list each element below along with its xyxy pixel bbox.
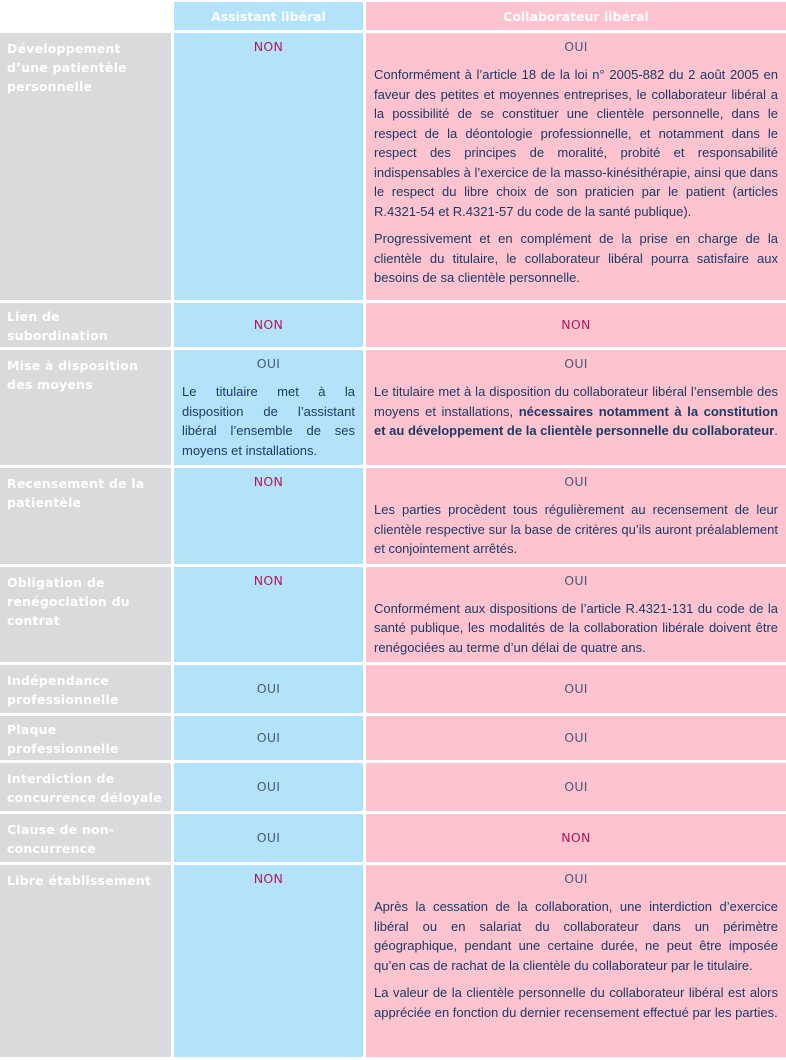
- table-row: [0, 303, 786, 347]
- detail-paragraph: Le titulaire met à la disposition de l’assistant libéral l’ensemble de ses moyens et installations.: [182, 384, 355, 458]
- answer-badge: NON: [561, 830, 591, 845]
- assistant-cell: [174, 33, 363, 300]
- answer-badge: OUI: [564, 779, 588, 794]
- answer-badge: OUI: [564, 572, 588, 588]
- answer-badge: OUI: [564, 730, 588, 745]
- table-row: [0, 763, 786, 811]
- header-collaborateur: Collaborateur libéral: [366, 2, 786, 30]
- header-row: [0, 2, 786, 30]
- table-row: [0, 716, 786, 760]
- assistant-cell: [174, 716, 363, 760]
- collaborateur-cell: [366, 468, 786, 564]
- header-blank-cell: [0, 2, 171, 30]
- assistant-cell: [174, 763, 363, 811]
- table-row: [0, 865, 786, 1057]
- collaborateur-cell: [366, 350, 786, 465]
- detail-text: .: [774, 423, 778, 438]
- answer-badge: NON: [253, 572, 284, 588]
- collaborateur-cell: [366, 303, 786, 347]
- table-row: [0, 33, 786, 300]
- detail-paragraph: Progressivement et en complément de la prise en charge de la clientèle du titulaire, le collaborateur libéral pourra satisfaire aux besoins de sa clientèle personnelle.: [374, 231, 778, 285]
- answer-badge: OUI: [564, 356, 588, 371]
- answer-badge: OUI: [256, 356, 281, 371]
- row-label: Interdiction de concurrence déloyale: [0, 763, 171, 811]
- assistant-cell: [174, 567, 363, 663]
- answer-badge: NON: [561, 317, 591, 332]
- collaborateur-cell: [366, 763, 786, 811]
- answer-badge: OUI: [256, 681, 281, 696]
- detail-paragraph: Conformément aux dispositions de l’article R.4321-131 du code de la santé publique, les modalités de la collaboration libérale doivent être renégociées au terme d’un délai de quatre ans.: [374, 600, 778, 655]
- answer-badge: OUI: [256, 779, 281, 794]
- row-label: Libre établissement: [0, 865, 171, 1057]
- answer-badge: NON: [253, 474, 284, 489]
- answer-badge: NON: [253, 871, 284, 886]
- collaborateur-cell: [366, 567, 786, 663]
- answer-badge: OUI: [564, 871, 588, 886]
- table-row: [0, 665, 786, 713]
- row-label: Obligation de renégociation du contrat: [0, 567, 171, 663]
- answer-badge: OUI: [256, 730, 281, 745]
- detail-paragraph: Conformément à l’article 18 de la loi n° 2005-882 du 2 août 2005 en faveur des petites et moyennes entreprises, le collaborateur libéral a la possibilité de se constituer une clientèle personnelle, dans le respect de la déontologie professionnelle, et notamment dans le respect des principes de moralité, probité et responsabilité indispensables à l’exercice de la masso-kinésithérapie, ainsi que dans le respect du libre choix de son praticien par le patient (articles R.4321-54 et R.4321-57 du code de la santé publique).: [374, 67, 778, 219]
- header-assistant: Assistant libéral: [174, 2, 363, 30]
- row-label: Plaque professionnelle: [0, 716, 171, 760]
- row-label: Clause de non-concurrence: [0, 814, 171, 862]
- detail-paragraph: La valeur de la clientèle personnelle du collaborateur libéral est alors appréciée en fonction du dernier recensement effectué par les parties.: [374, 985, 778, 1020]
- row-label: Indépendance professionnelle: [0, 665, 171, 713]
- assistant-cell: [174, 468, 363, 564]
- detail-text: Le titulaire met à la disposition du collaborateur libéral l’ensemble des moyens et installations,: [374, 384, 778, 419]
- table-row: [0, 814, 786, 862]
- answer-badge: OUI: [564, 474, 588, 489]
- detail-paragraph: Les parties procèdent tous régulièrement au recensement de leur clientèle respective sur la base de critères qu’ils auront préalablement et conjointement arrêtés.: [374, 502, 778, 556]
- table-row: [0, 567, 786, 663]
- row-label: Développement d’une patientèle personnelle: [0, 33, 171, 300]
- answer-badge: NON: [253, 39, 284, 54]
- row-label: Mise à disposition des moyens: [0, 350, 171, 465]
- collaborateur-cell: [366, 665, 786, 713]
- collaborateur-cell: [366, 865, 786, 1057]
- detail-paragraph: [374, 382, 778, 441]
- row-label: Recensement de la patientèle: [0, 468, 171, 564]
- assistant-cell: [174, 303, 363, 347]
- assistant-cell: [174, 865, 363, 1057]
- table-row: [0, 350, 786, 465]
- answer-badge: OUI: [564, 39, 588, 54]
- answer-badge: NON: [253, 317, 284, 332]
- detail-bold-text: nécessaires notamment à la constitution et au développement de la clientèle personnelle du collaborateur: [374, 403, 779, 438]
- collaborateur-cell: [366, 716, 786, 760]
- assistant-cell: [174, 814, 363, 862]
- assistant-cell: [174, 665, 363, 713]
- answer-badge: OUI: [256, 830, 281, 845]
- detail-paragraph: Après la cessation de la collaboration, une interdiction d’exercice libéral ou en salariat du collaborateur dans un périmètre géographique, pendant une certaine durée, ne peut être imposée qu’en cas de rachat de la clientèle du collaborateur par le titulaire.: [374, 899, 778, 973]
- row-label: Lien de subordination: [0, 303, 171, 347]
- collaborateur-cell: [366, 814, 786, 862]
- answer-badge: OUI: [564, 681, 588, 696]
- table-row: [0, 468, 786, 564]
- assistant-cell: [174, 350, 363, 465]
- collaborateur-cell: [366, 33, 786, 300]
